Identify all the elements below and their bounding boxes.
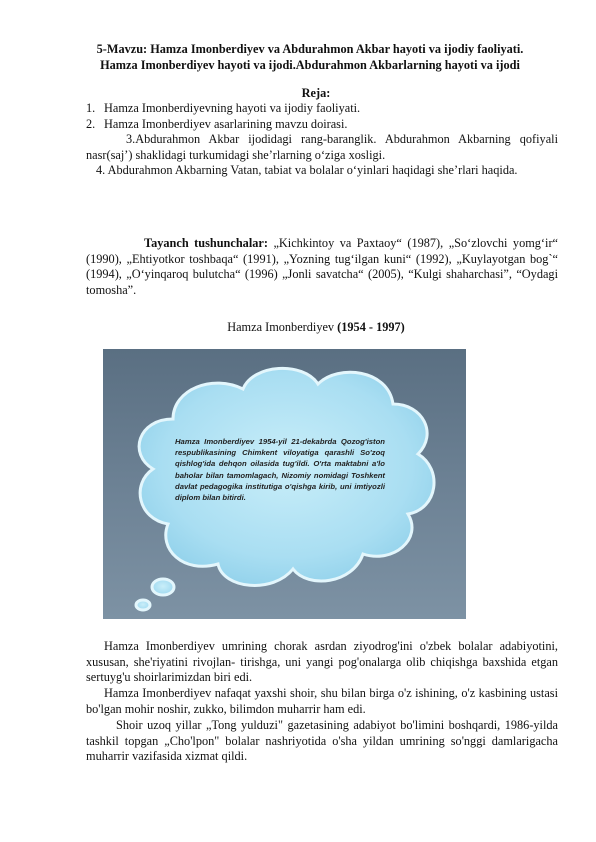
plan-item-3: 3.Abdurahmon Akbar ijodidagi rang-baranglik. Abdurahmon Akbarning qofiyali nasr(saj’) shaklidagi turkumidagi she’rlarning o‘ziga xosligi. [86, 132, 558, 162]
plan-item-4: 4. Abdurahmon Akbarning Vatan, tabiat va bolalar o‘yinlari haqidagi she’rlari haqida. [96, 163, 518, 177]
key-concepts-text: „Kichkintoy va Paxtaoy“ (1987), „So‘zlovchi yomg‘ir“ (1990), „Ehtiyotkor toshbaqa“ (1991), „Yozning tug‘ilgan kuni“ (1992), „Kuylayotgan bog`“ (1994), „O‘yinqaroq bulutcha“ (1996) „Jonli savatcha“ (2005), “Kulgi shaharchasi”, “Oydagi tomosha”. [86, 236, 558, 297]
section-name: Hamza Imonberdiyev [227, 320, 335, 334]
key-concepts-label: Tayanch tushunchalar: [144, 236, 268, 250]
plan-item-text: Hamza Imonberdiyev asarlarining mavzu doirasi. [104, 116, 348, 131]
body-paragraph-3: Shoir uzoq yillar „Tong yulduzi" gazetasining adabiyot bo'limini boshqardi, 1986-yilda tashkil topgan „Cho'lpon" bolalar nashriyotida o'sha yildan umrining so'nggi damlarigacha muharrir vazifasida xizmat qildi. [86, 718, 558, 764]
plan-item-number: 1. [86, 101, 96, 115]
plan-list [86, 101, 556, 132]
plan-heading: Reja: [301, 86, 331, 100]
cloud-illustration [103, 349, 466, 619]
plan-item-1 [86, 101, 556, 117]
section-years: (1954 - 1997) [337, 320, 405, 334]
body-paragraph-1: Hamza Imonberdiyev umrining chorak asrdan ziyodrog'ini o'zbek bolalar adabiyotini, xususan, she'riyatini rivojlan- tirishga, uni yangi pog'onalarga olib chiqishga baxshida etgan sertuyg'u shoirlarimizdan biri edi. [86, 639, 558, 685]
key-concepts [86, 236, 558, 298]
lesson-title: 5-Mavzu: Hamza Imonberdiyev va Abdurahmon Akbar hayoti va ijodiy faoliyati. Hamza Imonberdiyev hayoti va ijodi.Abdurahmon Akbarlarning hayoti va ijodi [96, 42, 524, 72]
plan-item-text: Hamza Imonberdiyevning hayoti va ijodiy faoliyati. [104, 101, 361, 115]
plan-item-number: 2. [86, 116, 96, 131]
section-heading [0, 320, 596, 335]
plan-item-2 [86, 117, 556, 133]
body-paragraph-2: Hamza Imonberdiyev nafaqat yaxshi shoir, shu bilan birga o'z ishining, o'z kasbining ustasi bo'lgan mohir noshir, zukko, bilimdon muharrir ham edi. [86, 686, 558, 716]
cloud-caption: Hamza Imonberdiyev 1954-yil 21-dekabrda Qozog'iston respublikasining Chimkent viloyatiga qarashli So'zoq qishlog'ida dehqon oilasida tug'ildi. O'rta maktabni a'lo baholar bilan tamomlagach, Nizomiy nomidagi Toshkent davlat pedagogika institutiga o'qishga kirib, uni imtiyozli diplom bilan bitirdi. [175, 437, 385, 503]
